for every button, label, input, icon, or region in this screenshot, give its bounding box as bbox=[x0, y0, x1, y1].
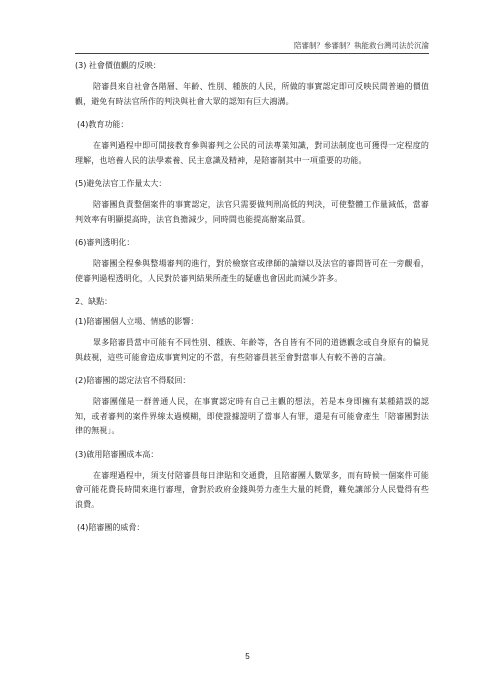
section-heading: (3)啟用陪審團成本高： bbox=[75, 449, 159, 459]
section-paragraph: 在審理過程中，須支付陪審員每日津貼和交通費，且陪審團人數眾多，而有時候一個案件可能會可能花費長時間來進行審理，會對於政府金錢與勞力產生大量的耗費，難免讓部分人民覺得有些浪費。 bbox=[75, 470, 429, 509]
section-transparency bbox=[75, 237, 429, 286]
section-heading: (1)陪審團個人立場、情感的影響： bbox=[75, 317, 199, 326]
page-number: 5 bbox=[245, 652, 250, 661]
section-threat bbox=[75, 522, 429, 534]
section-paragraph: 陪審團全程參與整場審判的進行，對於檢察官或律師的論辯以及法官的審問皆可在一旁觀看，使審判過程透明化，人民對於審判結果所產生的疑慮也會因此而減少許多。 bbox=[75, 259, 429, 283]
section-heading: (4)陪審團的威脅： bbox=[77, 523, 145, 532]
section-heading: (3) 社會價值觀的反映： bbox=[75, 61, 161, 70]
section-disadvantages bbox=[75, 296, 429, 308]
section-paragraph: 眾多陪審員當中可能有不同性別、種族、年齡等，各自皆有不同的道德觀念或自身原有的偏見與歧視，這些可能會造成事實判定的不當，有些陪審員甚至會對當事人有較不善的言論。 bbox=[75, 338, 429, 362]
section-heading: (5)避免法官工作量太大： bbox=[75, 179, 167, 188]
header-rule bbox=[75, 53, 429, 54]
section-social-values bbox=[75, 60, 429, 109]
section-heading: (4)教育功能： bbox=[77, 120, 129, 129]
document-body bbox=[75, 60, 429, 542]
section-paragraph: 陪審團負責整個案件的事實認定，法官只需要做判刑高低的判決，可使整體工作量減低，當審判效率有明顯提高時，法官負擔減少，同時間也能提高辦案品質。 bbox=[75, 200, 429, 224]
section-bias bbox=[75, 316, 429, 365]
section-heading: (2)陪審團的認定法官不得駁回： bbox=[75, 376, 191, 385]
section-heading: (6)審判透明化： bbox=[75, 238, 135, 247]
section-cost bbox=[75, 449, 429, 513]
section-paragraph: 陪審團僅是一群普通人民，在事實認定時有自己主觀的想法，若是本身即擁有某種錯誤的認知，或者審判的案件界線太過模糊，即使證據證明了當事人有罪，還是有可能會產生「陪審團對法律的無視」。 bbox=[75, 397, 429, 435]
section-workload bbox=[75, 178, 429, 227]
section-paragraph: 在審判過程中即可間接教育參與審判之公民的司法專業知識，對司法制度也可獲得一定程度的理解，也培養人民的法學素養、民主意識及精神，是陪審制其中一項重要的功能。 bbox=[75, 141, 429, 165]
section-no-reversal bbox=[75, 375, 429, 439]
section-heading: 2、缺點： bbox=[75, 297, 113, 306]
section-education bbox=[75, 119, 429, 168]
section-paragraph: 陪審員來自社會各階層、年齡、性別、種族的人民，所做的事實認定即可反映民間普遍的價值觀，避免有時法官所作的判決與社會大眾的認知有巨大鴻溝。 bbox=[75, 82, 429, 106]
running-header: 陪審制？參審制？執能救台灣司法於沉淪 bbox=[294, 41, 429, 50]
